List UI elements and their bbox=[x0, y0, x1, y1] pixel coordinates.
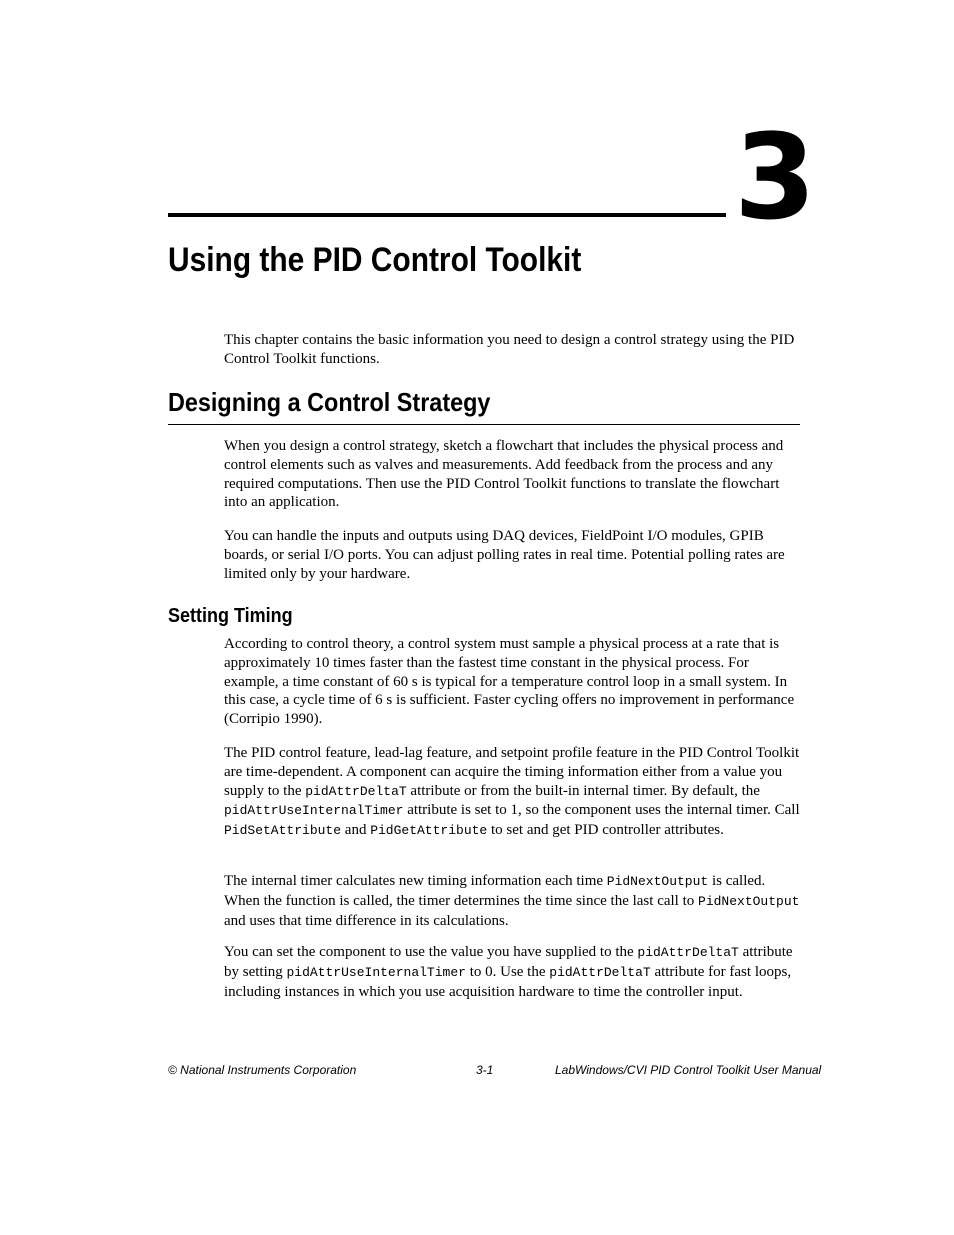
code-pidnextoutput: PidNextOutput bbox=[606, 874, 709, 889]
timing-paragraph-4: You can set the component to use the value you have supplied to the pidAttrDeltaT attribute by setting pidAttrUseInternalTimer to 0. Use the pidAttrDeltaT attribute for fast loops, including instances in which you use acquisition hardware to time the controller input. bbox=[224, 944, 793, 1000]
footer-copyright: © National Instruments Corporation bbox=[168, 1063, 357, 1077]
timing-paragraph-2: The PID control feature, lead-lag feature, and setpoint profile feature in the PID Control Toolkit are time-dependent. A component can acquire the timing information either from a value you supply to the pidAttrDeltaT attribute or from the built-in internal timer. By default, the pidAttrUseInternalTimer attribute is set to 1, so the component uses the internal timer. Call PidSetAttribute and PidGetAttribute to set and get PID controller attributes. bbox=[224, 745, 800, 839]
code-pidattruseinternaltimer: pidAttrUseInternalTimer bbox=[286, 964, 466, 980]
section-paragraph-2: You can handle the inputs and outputs using DAQ devices, FieldPoint I/O modules, GPIB boards, or serial I/O ports. You can adjust polling rates in real time. Potential polling rates are limited only by your hardware. bbox=[224, 528, 785, 582]
section-paragraph-1: When you design a control strategy, sketch a flowchart that includes the physical process and control elements such as valves and measurements. Add feedback from the process and any required computations. Then use the PID Control Toolkit functions to translate the flowchart into an application. bbox=[224, 438, 784, 511]
chapter-title: Using the PID Control Toolkit bbox=[168, 241, 582, 279]
subsection-title: Setting Timing bbox=[168, 605, 293, 627]
footer-page-number: 3-1 bbox=[476, 1063, 494, 1077]
code-pidattrdeltat: pidAttrDeltaT bbox=[305, 783, 407, 799]
section-title: Designing a Control Strategy bbox=[168, 387, 491, 417]
code-pidattruseinternaltimer: pidAttrUseInternalTimer bbox=[224, 803, 404, 819]
code-pidattrdeltat: pidAttrDeltaT bbox=[637, 945, 739, 960]
chapter-number: 3 bbox=[734, 108, 815, 246]
code-pidsetattribute: PidSetAttribute bbox=[224, 823, 342, 839]
timing-paragraph-1: According to control theory, a control system must sample a physical process at a rate that is approximately 10 times faster than the fastest time constant in the physical process. For example, a time constant of 60 s is typical for a temperature control loop in a small system. In this case, a cycle time of 6 s is sufficient. Faster cycling offers no improvement in performance (Corripio 1990). bbox=[224, 636, 795, 728]
section-rule bbox=[168, 424, 800, 425]
code-pidattrdeltat: pidAttrDeltaT bbox=[549, 964, 651, 980]
intro-paragraph: This chapter contains the basic information you need to design a control strategy using the PID Control Toolkit functions. bbox=[224, 332, 795, 367]
code-pidgetattribute: PidGetAttribute bbox=[370, 823, 488, 839]
timing-paragraph-3: The internal timer calculates new timing information each time PidNextOutput is called. When the function is called, the timer determines the time since the last call to PidNextOutput and uses that time difference in its calculations. bbox=[224, 873, 800, 929]
code-pidnextoutput: PidNextOutput bbox=[698, 893, 800, 909]
footer-manual-title: LabWindows/CVI PID Control Toolkit User Manual bbox=[555, 1063, 822, 1077]
chapter-rule bbox=[168, 213, 726, 217]
